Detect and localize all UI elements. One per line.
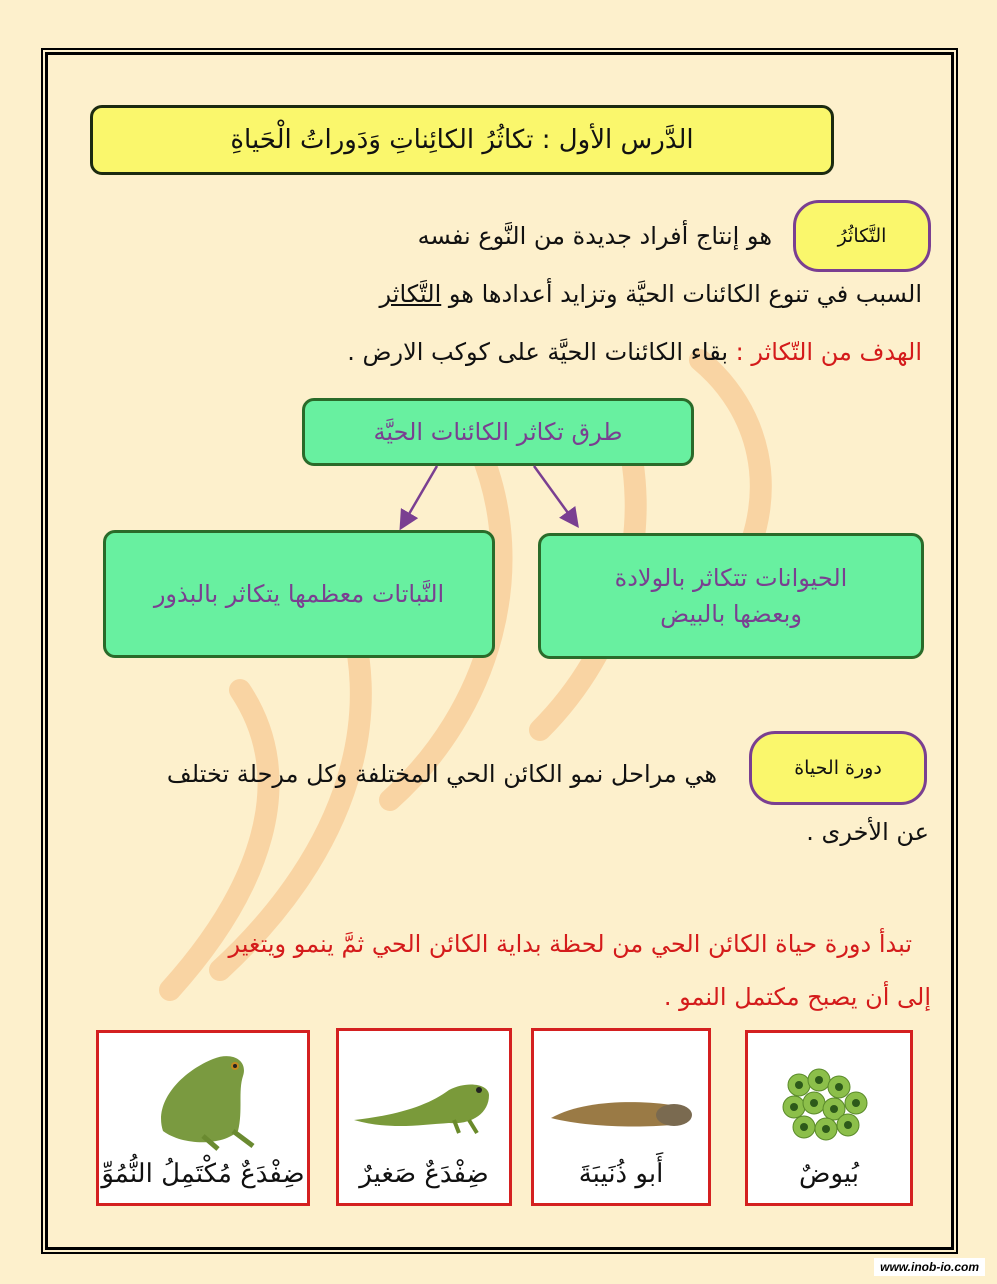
stage-label: ضِفْدَعٌ مُكْتَمِلُ النُّمُوِّ xyxy=(101,1159,305,1189)
young-frog-icon xyxy=(349,1075,499,1135)
term-label: التَّكاثُرُ xyxy=(837,225,887,247)
animals-text: الحيوانات تتكاثر بالولادة وبعضها بالبيض xyxy=(614,564,848,628)
frog-eggs-icon xyxy=(774,1065,884,1145)
site-url: www.inob-io.com xyxy=(874,1258,985,1276)
stage-card-eggs xyxy=(745,1030,913,1206)
cause-text: السبب في تنوع الكائنات الحيَّة وتزايد أعدادها هو xyxy=(448,280,922,308)
stage-label: بُيوضٌ xyxy=(799,1159,859,1189)
arrow-to-plants xyxy=(402,466,437,526)
stage-label: أَبو ذُنَيبَةَ xyxy=(578,1159,664,1189)
diagram-root-text: طرق تكاثر الكائنات الحيَّة xyxy=(373,418,623,446)
goal-label: الهدف من التّكاثر : xyxy=(735,338,922,366)
term-label: دورة الحياة xyxy=(794,757,882,779)
life-cycle-note-1: تبدأ دورة حياة الكائن الحي من لحظة بداية الكائن الحي ثمَّ ينمو ويتغير xyxy=(228,930,912,958)
term-life-cycle xyxy=(749,731,927,805)
reproduction-definition: هو إنتاج أفراد جديدة من النَّوع نفسه xyxy=(417,222,772,250)
plants-text: النَّباتات معظمها يتكاثر بالبذور xyxy=(153,580,445,608)
stage-label: ضِفْدَعٌ صَغيرٌ xyxy=(359,1159,489,1189)
diagram-plants xyxy=(103,530,495,658)
stage-card-adult-frog xyxy=(96,1030,310,1206)
life-cycle-note-2: إلى أن يصبح مكتمل النمو . xyxy=(663,983,931,1011)
stage-card-young-frog xyxy=(336,1028,512,1206)
lesson-title-text: الدَّرس الأول : تكاثُرُ الكائِناتِ وَدَوراتُ الْحَياةِ xyxy=(230,125,694,155)
cause-answer: التَّكاثر xyxy=(379,280,442,308)
diagram-arrows xyxy=(0,0,997,600)
adult-frog-icon xyxy=(143,1051,263,1151)
stage-card-tadpole xyxy=(531,1028,711,1206)
arrow-to-animals xyxy=(534,466,576,524)
diagram-animals xyxy=(538,533,924,659)
life-cycle-definition-1: هي مراحل نمو الكائن الحي المختلفة وكل مرحلة تختلف xyxy=(166,760,717,788)
tadpole-icon xyxy=(546,1093,696,1133)
life-cycle-definition-2: عن الأخرى . xyxy=(806,818,929,846)
goal-text: بقاء الكائنات الحيَّة على كوكب الارض . xyxy=(347,338,729,366)
